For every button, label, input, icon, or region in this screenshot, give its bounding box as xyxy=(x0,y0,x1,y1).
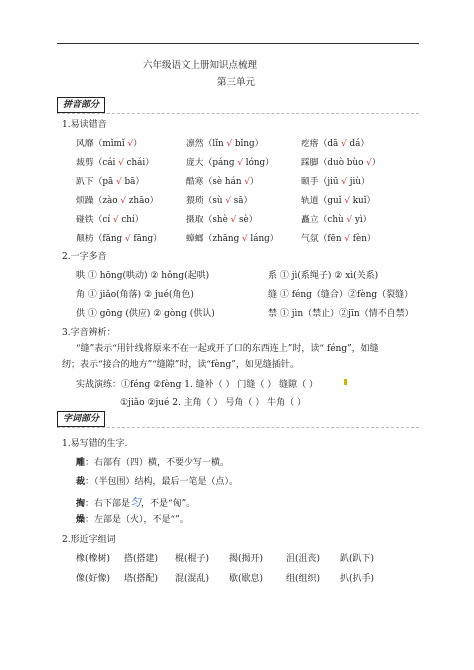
misspell-suffix: ，不是“匈”。 xyxy=(141,499,196,509)
similar-r2c3: 混(混乱) xyxy=(175,574,210,584)
easy-read-r3c3: 颐手（jiū √ jiù） xyxy=(301,177,370,187)
check-mark-icon: √ xyxy=(230,215,237,225)
misspell-char: 掏 xyxy=(76,499,86,509)
analysis-heading: 3.字音辨析： xyxy=(62,328,116,338)
similar-r2c6: 扒(扒手) xyxy=(340,574,375,584)
easy-read-r5c2: 摄取（shè √ sè） xyxy=(186,215,258,225)
easy-read-r1c3: 疙瘩（dā √ dá） xyxy=(301,139,370,149)
check-mark-icon: √ xyxy=(120,196,126,206)
similar-r2c4: 歇(歇息) xyxy=(229,574,264,584)
check-mark-icon: √ xyxy=(118,158,124,168)
document-title: 六年级语文上册知识点梳理 xyxy=(143,60,258,71)
check-mark-icon: √ xyxy=(242,234,248,244)
check-mark-icon: √ xyxy=(346,215,353,225)
polyphone-r2c2: 缝 ① féng（缝合）②fèng（裂缝） xyxy=(268,290,414,300)
check-mark-icon: √ xyxy=(344,234,350,244)
polyphone-r3c1: 供 ① gōng (供应) ② gòng (供认) xyxy=(76,309,215,319)
easy-read-r6c1: 颠枋（fāng √ fāng） xyxy=(76,234,162,244)
check-mark-icon: √ xyxy=(344,196,350,206)
misspell-text: ：右部有（四）横，不要少写一横。 xyxy=(85,458,230,468)
misspell-char: 裁 xyxy=(76,477,86,487)
practice-line-1: 实战演练：①féng ②fèng 1. 缝补（ ） 门缝（ ） 缝隙（ ） xyxy=(76,380,318,390)
highlight-mark xyxy=(344,379,347,385)
similar-r1c5: 沮(沮丧) xyxy=(286,554,321,564)
similar-r2c5: 组(组织) xyxy=(286,574,321,584)
similar-r1c3: 棍(棍子) xyxy=(175,554,210,564)
check-mark-icon: √ xyxy=(127,139,134,149)
misspell-text: ：右下部是 xyxy=(85,499,131,509)
check-mark-icon: √ xyxy=(341,139,347,149)
easy-read-r1c2: 凛然（lǐn √ bǐng） xyxy=(186,139,264,149)
similar-r2c2: 塔(搭配) xyxy=(124,574,159,584)
check-mark-icon: √ xyxy=(116,177,122,187)
misspell-text: ：左部是（火），不是“ xyxy=(85,515,176,525)
misspell-item-2 xyxy=(76,478,238,487)
misspell-suffix: ”。 xyxy=(175,515,189,525)
polyphone-heading: 2.一字多音 xyxy=(62,252,107,262)
similar-r1c6: 趴(趴下) xyxy=(340,554,375,564)
check-mark-icon: √ xyxy=(366,158,372,168)
easy-read-r2c1: 裁剪（cái √ chái） xyxy=(76,158,155,168)
analysis-line-1: “缝”表示“用针线将原来不在一起或开了口的东西连上”时，读“ féng”，如缝 xyxy=(76,344,379,354)
polyphone-r3c2: 禁 ① jìn（禁止）②jīn（情不自禁） xyxy=(268,309,414,319)
check-mark-icon: √ xyxy=(341,177,348,187)
check-mark-icon: √ xyxy=(112,215,119,225)
easy-read-r6c2: 蟑螂（zhāng √ láng） xyxy=(186,234,279,244)
easy-read-r3c2: 酷寒（sè hán √） xyxy=(186,177,259,187)
handwritten-answer: 匀 xyxy=(130,496,142,509)
easy-read-r4c2: 猥琐（sù √ sā） xyxy=(186,196,253,206)
analysis-line-2: 纫；表示“接合的地方”“缝隙”时，读“fèng”，如见缝插针。 xyxy=(62,360,299,370)
similar-r1c4: 揭(揭开) xyxy=(229,554,264,564)
check-mark-icon: √ xyxy=(225,196,231,206)
easy-read-r2c3: 踩脚（duò bùo √） xyxy=(301,158,381,168)
easy-read-r2c2: 庞大（pánɡ √ lónɡ） xyxy=(186,158,274,168)
easy-read-r5c3: 矗立（chù √ yì） xyxy=(301,215,372,225)
misspell-item-3 xyxy=(76,497,195,509)
check-mark-icon: √ xyxy=(124,234,131,244)
similar-r1c2: 搭(搭建) xyxy=(124,554,159,564)
polyphone-r1c1: 哄 ① hōng(哄动) ② hǒng(起哄) xyxy=(76,271,210,281)
similar-r2c1: 像(好像) xyxy=(76,574,111,584)
easy-read-r4c3: 轨道（guǐ √ kuǐ） xyxy=(301,196,376,206)
misspell-item-1 xyxy=(76,459,229,468)
easy-read-r1c1: 风靡（mǐmǐ √） xyxy=(76,139,142,149)
section-badge-pinyin: 拼音部分 xyxy=(57,97,105,113)
misspell-char: 燥 xyxy=(76,515,86,525)
check-mark-icon: √ xyxy=(244,177,250,187)
check-mark-icon: √ xyxy=(226,139,233,149)
easy-read-r3c1: 趴下（pā √ bā） xyxy=(76,177,145,187)
easy-read-heading: 1.易读错音 xyxy=(62,120,107,130)
similar-r1c1: 橡(橡树) xyxy=(76,554,111,564)
top-rule xyxy=(57,43,419,44)
misspell-text: ：（半包围）结构，最后一笔是（点）。 xyxy=(85,477,239,487)
polyphone-r2c1: 角 ① jiǎo(角落) ② jué(角色) xyxy=(76,290,194,300)
unit-title: 第三单元 xyxy=(217,77,256,88)
easy-read-r4c1: 烦躁（zào √ zhāo） xyxy=(76,196,159,206)
easy-read-r6c3: 气氛（fēn √ fèn） xyxy=(301,234,376,244)
practice-line-2: ①jiǎo ②jué 2. 主角（ ） 号角（ ） 牛角（ ） xyxy=(120,398,306,408)
misspell-heading: 1.易写错的生字. xyxy=(62,439,128,449)
misspell-char: 雕 xyxy=(76,458,86,468)
similar-heading: 2.形近字组词 xyxy=(62,535,116,545)
easy-read-r5c1: 碰铁（cí √ chí） xyxy=(76,215,144,225)
check-mark-icon: √ xyxy=(237,158,243,168)
misspell-item-4 xyxy=(76,516,189,525)
polyphone-r1c2: 系 ① jì(系绳子) ② xì(关系) xyxy=(268,271,379,281)
section-badge-ziji: 字词部分 xyxy=(57,411,105,427)
